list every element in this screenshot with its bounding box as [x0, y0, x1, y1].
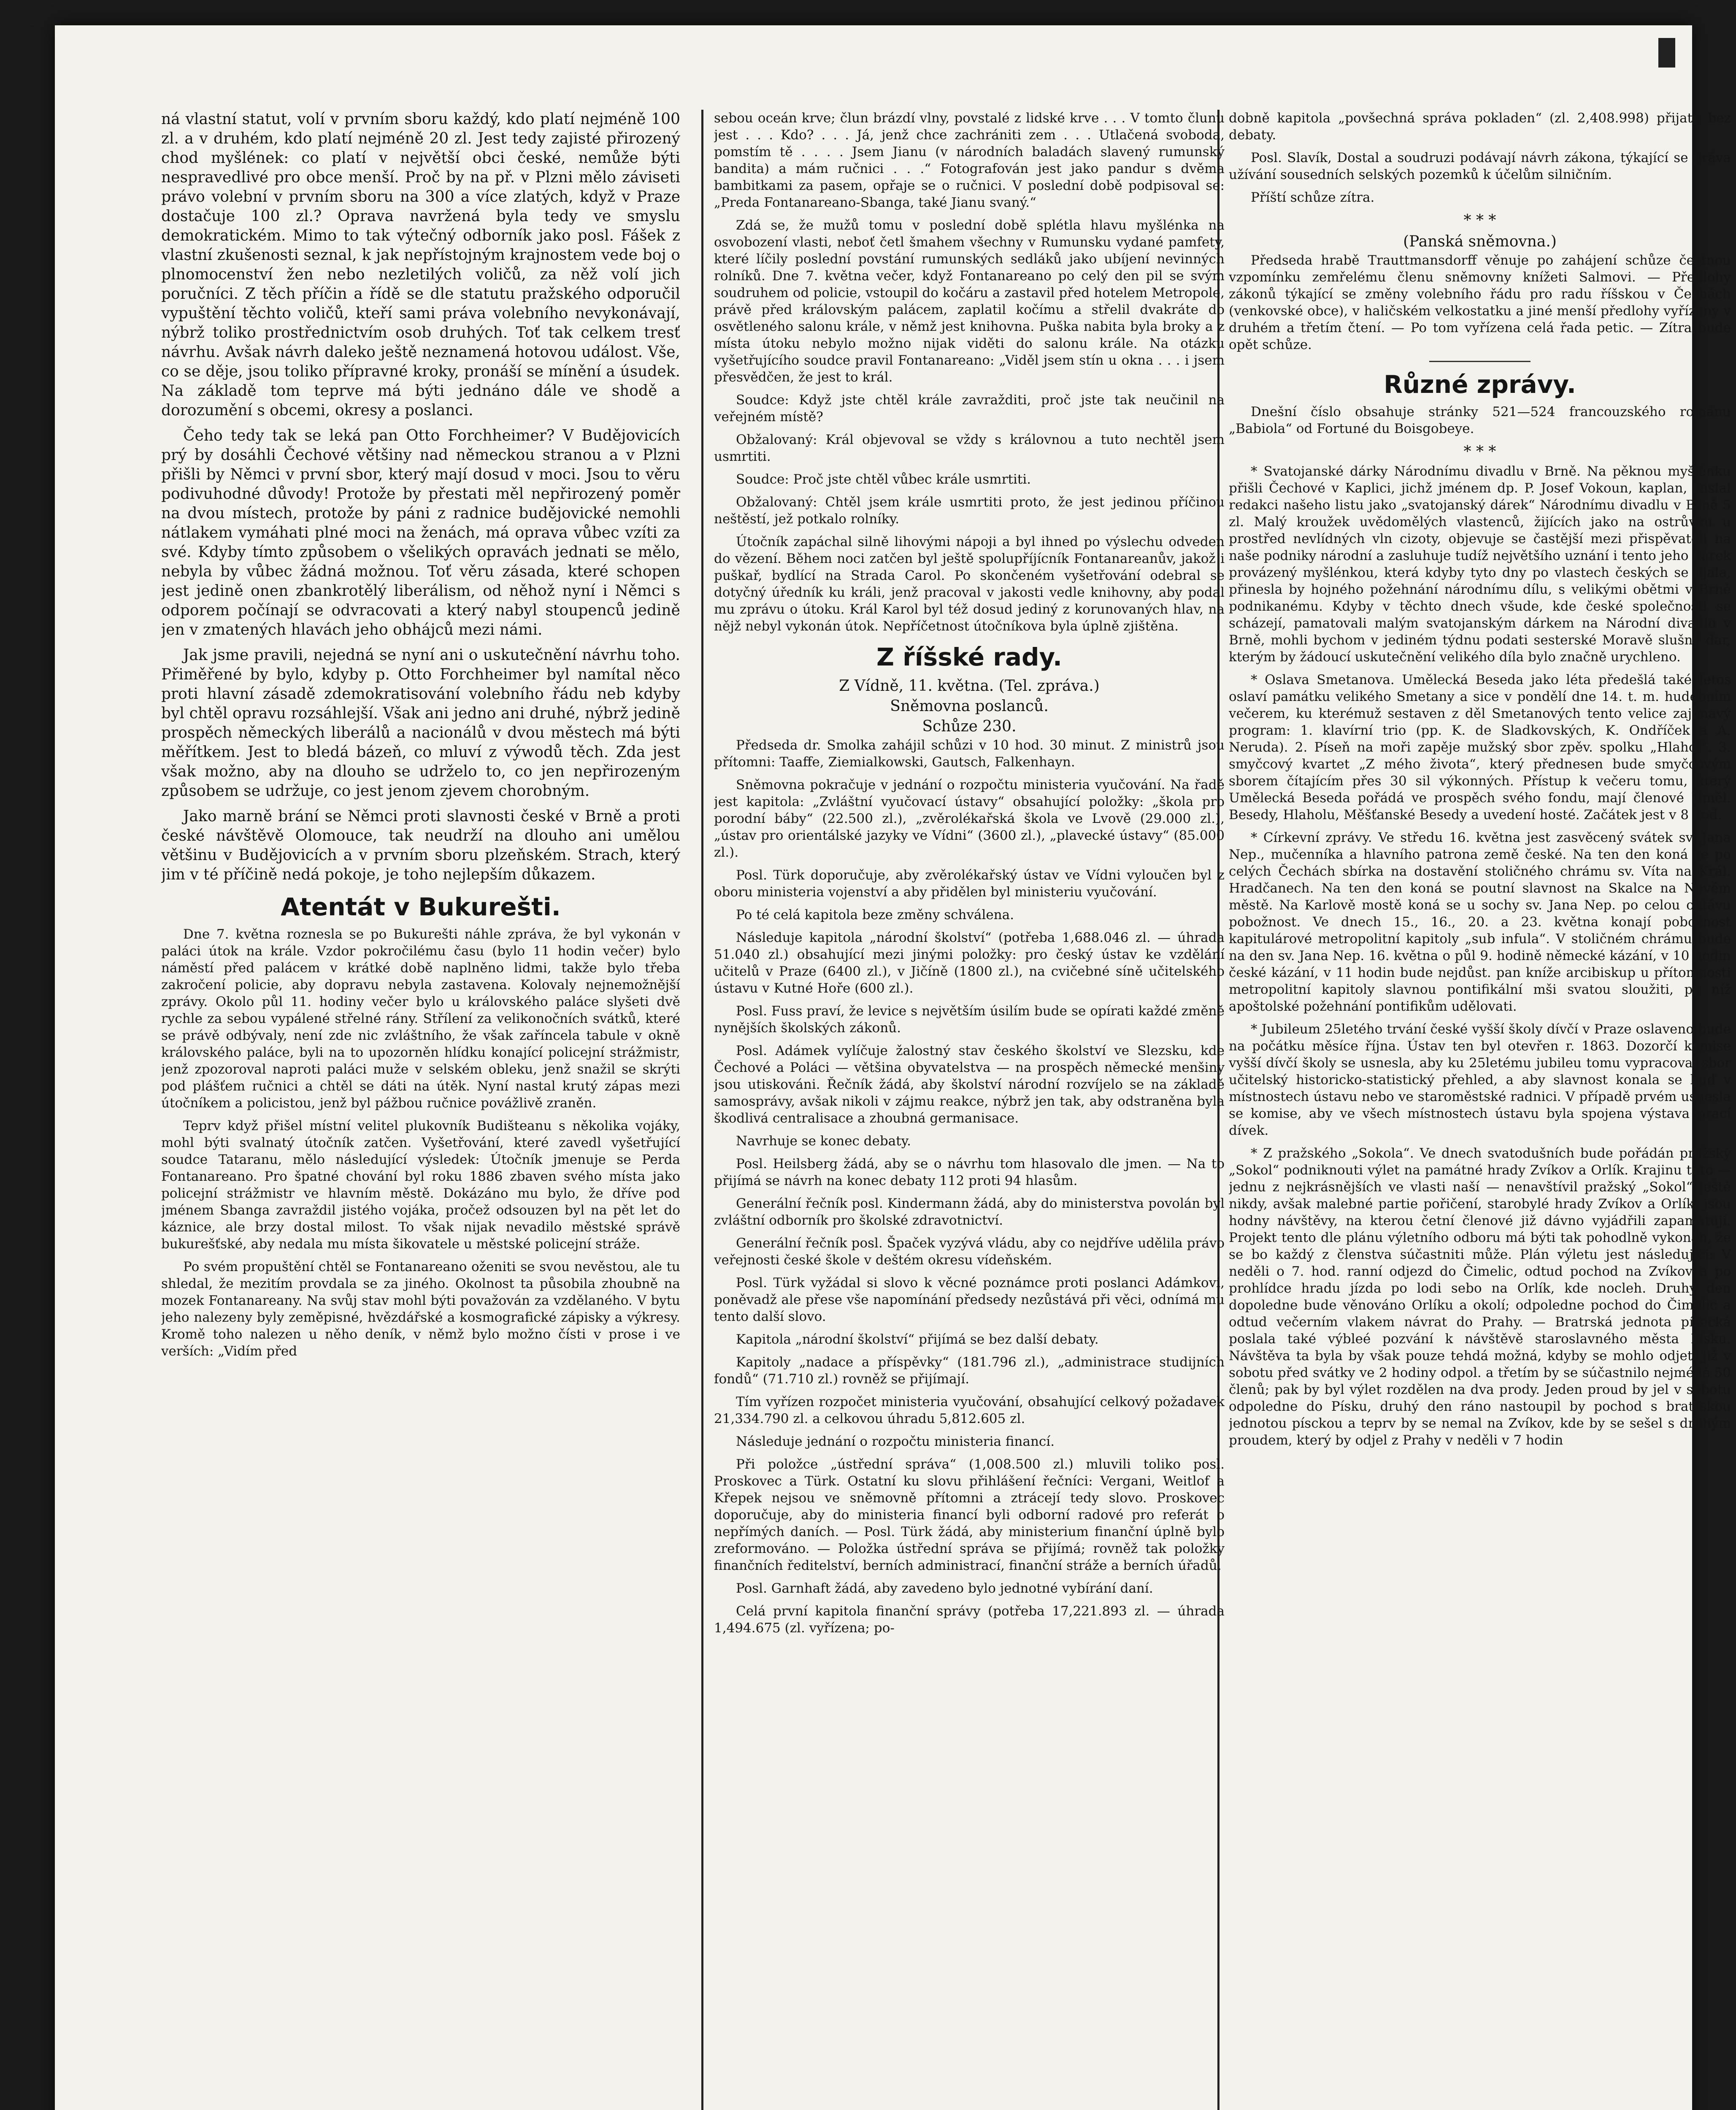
- paragraph: Soudce: Proč jste chtěl vůbec krále usmrtiti.: [736, 472, 1031, 487]
- paragraph: Útočník zapáchal silně lihovými nápoji a byl ihned po výslechu odveden do vězení. Během noci zatčen byl ještě spolupříjícník Fontanareanův, jakož i puškař, bydlící na Strada Carol. Po skončeném vyšetřování odebral se dotyčný úředník ku králi, jenž pracoval v jakosti vedle knihovny, aby podal mu zprávu o útoku. Král Karol byl též dosud jediný z korunovaných hlav, na nějž nebyl vykonán útok. Nepříčetnost útočníkova byla úplně zjištěna.: [714, 534, 1225, 634]
- paragraph: Posl. Garnhaft žádá, aby zavedeno bylo jednotné vybírání daní.: [736, 1581, 1153, 1596]
- newspaper-page: [55, 25, 1731, 2110]
- paragraph: * Církevní zprávy. Ve středu 16. května jest zasvěcený svátek sv. Jana Nep., mučenníka a hlavního patrona země české. Na ten den koná se po celých Čechách sbírka na dostavění stoličného chrámu sv. Víta na Král. Hradčanech. Na ten den koná se poutní slavnost na Skalce na Novém městě. Na Karlově mostě koná se u sochy sv. Jana Nep. po celou oktávu pobožnost. Ve dnech 15., 16., 20. a 23. května konají pobožnost kapitulárové metropolitní kapitoly „sub infula“. V stoličném chrámu bude na den sv. Jana Nep. 16. května o půl 9. hodině německé kázání, v 10 hodin české kázání, v 11 hodin bude nejdůst. pan kníže arcibiskup u přítomnosti metropolitní kapitoly slavnou pontifikální mši svatou sloužiti, po níž apoštolské požehnání pontifikům udělovati.: [1229, 830, 1731, 1014]
- paragraph: Obžalovaný: Chtěl jsem krále usmrtiti proto, že jest jedinou příčinou neštěstí, jež potkalo rolníky.: [714, 495, 1225, 527]
- column-1: [161, 110, 680, 2110]
- column-3: [1229, 110, 1731, 2110]
- paragraph: Zdá se, že mužů tomu v poslední době splétla hlavu myšlénka na osvobození vlasti, neboť četl šmahem všechny v Rumunsku vydané pamfety, které líčily poslední povstání rumunských sedláků jako ubíjení nevinných rolníků. Dne 7. května večer, když Fontanareano po celý den pil se svým soudruhem od policie, vstoupil do kočáru a zastavil před hotelem Metropole, právě před královským palácem, zaplatil kočímu a střelil dvakráte do osvětleného salonu krále, v němž jest knihovna. Puška nabita byla broky a z místa útoku nebylo možno nijak viděti do salonu krále. Na otázku vyšetřujícího soudce pravil Fontanareano: „Viděl jsem stín u okna . . . i jsem přesvědčen, že jest to král.: [714, 218, 1225, 385]
- paragraph: Generální řečník posl. Špaček vyzývá vládu, aby co nejdříve udělila právo veřejnosti české škole v deštém okresu vídeňském.: [714, 1236, 1225, 1268]
- headline-risska-rada: Z říšské rady.: [876, 643, 1063, 671]
- paragraph: Příští schůze zítra.: [1251, 190, 1375, 205]
- column-rule-1: [701, 110, 703, 2110]
- scan-smudge: [1658, 38, 1675, 68]
- paragraph: Posl. Heilsberg žádá, aby se o návrhu tom hlasovalo dle jmen. — Na to přijímá se návrh na konec debaty 112 proti 94 hlasům.: [714, 1156, 1225, 1188]
- paragraph: Soudce: Když jste chtěl krále zavražditi, proč jste tak neučinil na veřejném místě?: [714, 392, 1225, 425]
- paragraph: Sněmovna pokračuje v jednání o rozpočtu ministeria vyučování. Na řadě jest kapitola: „Zvláštní vyučovací ústavy“ obsahující položky: „škola pro porodní báby“ (22.500 zl.), „zvěrolékařská škola ve Lvově (29.000 zl.), „ústav pro orientálské jazyky ve Vídni“ (3600 zl.), „plavecké ústavy“ (85.000 zl.).: [714, 777, 1225, 860]
- paragraph: Generální řečník posl. Kindermann žádá, aby do ministerstva povolán byl zvláštní odborník pro školské zdravotnictví.: [714, 1196, 1225, 1228]
- paragraph: Při položce „ústřední správa“ (1,008.500 zl.) mluvili toliko posl. Proskovec a Türk. Ostatní ku slovu přihlášení řečníci: Vergani, Weitlof a Křepek nejsou ve sněmovně přítomni a ztrácejí tedy slovo. Proskovec doporučuje, aby do ministeria financí byli odborní radové pro referát o nepřímých daních. — Posl. Türk žádá, aby ministerium finanční úplně bylo zreformováno. — Položka ústřední správa se přijímá; rovněž tak položky finančních ředitelství, berních administrací, finanční stráže a berních úřadů.: [714, 1457, 1225, 1573]
- paragraph: Celá první kapitola finanční správy (potřeba 17,221.893 zl. — úhrada 1,494.675 (zl. vyřízena; po-: [714, 1604, 1225, 1636]
- paragraph: * Jubileum 25letého trvání české vyšší školy dívčí v Praze oslaveno bude na počátku měsíce října. Ústav ten byl otevřen r. 1863. Dozorčí komise vyšší dívčí školy se usnesla, aby ku 25letému jubileu tomu vypracoval sbor učitelský historicko-statistický přehled, a aby slavnost konala se buď v místnostech ústavu nebo ve staroměstské radnici. V případě prvém usnesla se komise, aby ve všech místnostech ústavu byla spojena výstava prací dívek.: [1229, 1022, 1731, 1138]
- paragraph: Jako marně brání se Němci proti slavnosti české v Brně a proti české návštěvě Olomouce, tak neudrží na dlouho ani umělou většinu v Budějovicích a v prvním sboru plzeňském. Strach, který jim v té příčině nedá pokoje, je toho nejlepším důkazem.: [161, 808, 680, 883]
- paragraph: dobně kapitola „povšechná správa pokladen“ (zl. 2,408.998) přijata bez debaty.: [1229, 111, 1731, 143]
- paragraph: Po té celá kapitola beze změny schválena.: [736, 907, 1014, 922]
- paragraph: Tím vyřízen rozpočet ministeria vyučování, obsahující celkový požadavek 21,334.790 zl. a celkovou úhradu 5,812.605 zl.: [714, 1394, 1225, 1426]
- paragraph: * Oslava Smetanova. Umělecká Beseda jako léta předešlá také letos oslaví památku velikého Smetany a sice v pondělí dne 14. t. m. hudebním večerem, ku kterémuž sestaven z děl Smetanových tento velice zajímavý program: 1. klavírní trio (pp. K. de Sladkovských, K. Ondříček a A. Neruda). 2. Píseň na moři zapěje mužský sbor zpěv. spolku „Hlahol“. 3. smyčcový kvartet „Z mého života“, který přednesen bude smyčcovým sborem čítajícím přes 30 sil výkonných. Přístup k večeru tomu, který Umělecká Beseda pořádá ve prospěch svého fondu, mají členové Uměl. Besedy, Hlaholu, Měšťanské Besedy a uvedení hosté. Začátek jest v 8 hod.: [1229, 672, 1731, 822]
- paragraph: Předseda hrabě Trauttmansdorff věnuje po zahájení schůze čestnou vzpomínku zemřelému členu sněmovny knížeti Salmovi. — Předlohy zákonů týkající se změny volebního řádu pro radu říšskou v Čechách (venkovské obce), v haličském velkostatku a jiné menší předlohy vyřízeny v druhém a třetím čtení. — Po tom vyřízena celá řada petic. — Zítra bude opět schůze.: [1229, 253, 1731, 352]
- paragraph: Předseda dr. Smolka zahájil schůzi v 10 hod. 30 minut. Z ministrů jsou přítomni: Taaffe, Ziemialkowski, Gautsch, Falkenhayn.: [714, 738, 1225, 770]
- paragraph: Posl. Slavík, Dostal a soudruzi podávají návrh zákona, týkající se práva užívání sousedních selských pozemků k účelům silničním.: [1229, 150, 1731, 182]
- paragraph: Posl. Adámek vylíčuje žalostný stav českého školství ve Slezsku, kde Čechové a Poláci — většina obyvatelstva — na prospěch německé menšiny jsou utiskováni. Řečník žádá, aby školství národní rozvíjelo se na základě samosprávy, avšak nikoli v zájmu reakce, nýbrž jen tak, aby odstraněna byla škodlivá centralisace a zhoubná germanisace.: [714, 1043, 1225, 1126]
- paragraph: Posl. Türk vyžádal si slovo k věcné poznámce proti poslanci Adámkovi, poněvadž ale přese vše napomínání předsedy nezůstává při věci, odnímá mu tento další slovo.: [714, 1275, 1225, 1324]
- column-2: [714, 110, 1225, 2110]
- paragraph: Dne 7. května roznesla se po Bukurešti náhle zpráva, že byl vykonán v paláci útok na krále. Vzdor pokročilému času (bylo 11 hodin večer) bylo náměstí před palácem v krátké době naplněno lidmi, takže bylo třeba zakročení policie, aby dopravu nebyla zastavena. Kolovaly nejnemožnější zprávy. Okolo půl 11. hodiny večer bylo u královského paláce slyšeti dvě rychle za sebou vypálené střelné rány. Střílení za velikonočních svátků, které se právě odbývaly, není zde nic zvláštního, že však zaříncela tabule v okně královského paláce, byli na to upozorněn hlídku konající policejní strážmistr, jenž zpozoroval naproti paláci muže v selském obleku, jenž snažil se skrýti pod plášťem ručnici a chtěl se dáti na útěk. Nyní nastal krutý zápas mezi útočníkem a policistou, jenž byl pážbou ručnice povážlivě zraněn.: [161, 927, 680, 1111]
- paragraph: ná vlastní statut, volí v prvním sboru každý, kdo platí nejméně 100 zl. a v druhém, kdo platí nejméně 20 zl. Jest tedy zajisté přirozený chod myšlének: co platí v největší obci české, nemůže býti nespravedlivé pro obce menší. Proč by na př. v Plzni mělo záviseti právo volební v prvním sboru na 300 a více zlatých, když v Praze dostačuje 100 zl.? Oprava navržená byla tedy ve smyslu demokratickém. Mimo to tak výtečný odborník jako posl. Fášek z vlastní zkušenosti seznal, k jak nepřístojným krajnostem vede boj o plnomocenství žen nebo nezletilých voličů, za něž volí jich poručníci. Z těch příčin a řídě se dle statutu pražského odporučil vypuštění těchto voličů, kteří sami práva volebního nevykonávají, nýbrž toliko prostřednictvím osob druhých. Toť tak celkem tresť návrhu. Avšak návrh daleko ještě neznamená hotovou událost. Vše, co se děje, jsou toliko přípravné kroky, pronáší se mínění a úsudek. Na základě tom teprve má býti jednáno dále ve shodě a dorozumění s obcemi, okresy a poslanci.: [161, 111, 680, 419]
- dateline: Z Vídně, 11. května. (Tel. zpráva.): [839, 677, 1100, 695]
- paragraph: * Z pražského „Sokola“. Ve dnech svatodušních bude pořádán pražský „Sokol“ podniknouti výlet na památné hrady Zvíkov a Orlík. Krajinu tuto — jednu z nejkrásnějších ve vlasti naší — nenavštívil pražský „Sokol“ ještě nikdy, avšak malebné partie pořičení, starobylé hrady Zvíkov a Orlík, jsou hodny návštěvy, na kterou četní členové již dávno vyjádřili zapamatují. Projekt tento dle plánu výletního odboru má býti tak pohodlně vykonán, že se bo každý z členstva súčastniti může. Plán výletu jest následující: V neděli o 7. hod. ranní odjezd do Čimelic, odtud pochod na Zvíkov a po prohlídce hradu jízda po lodi sebo na Orlík, kde nocleh. Druhý den dopoledne bude věnováno Orlíku a okolí; odpoledne pochod do Čimelic a odtud večerním vlakem návrat do Prahy. — Bratrská jednota písecká poslala také výbleé pozvání k návštěvě staroslavného města Písku. Návštěva ta byla by však pouze tehdá možná, kdyby se mohlo odjeti již v sobotu před svátky ve 2 hodiny odpol. a třetím by se súčastnilo nejméně 50 členů; pak by byl výlet rozdělen na dva prody. Jeden proud by jel v sobotu odpoledne do Písku, druhý den ráno nastoupil by pochod s bratrskou jednotou písckou a teprv by se nemal na Zvíkov, kde by se sešel s druhým proudem, který by odjel z Prahy v neděli v 7 hodin: [1229, 1146, 1731, 1448]
- paragraph: sebou oceán krve; člun brázdí vlny, povstalé z lidské krve . . . V tomto člunu jest . . . Kdo? . . . Já, jenž chce zachrániti zem . . . Utlačená svoboda, pomstím tě . . . . Jsem Jianu (v národních baladách slavený rumunský bandita) a mám ručnici . . .“ Fotografován jest jako pandur s dvěma bambitkami za pasem, opřaje se o ručnici. V poslední době podpisoval se: „Preda Fontanareano-Sbanga, také Jianu svaný.“: [714, 111, 1225, 210]
- paragraph: * Svatojanské dárky Národnímu divadlu v Brně. Na pěknou myšlénku přišli Čechové v Kaplici, jichž jménem dp. P. Josef Vokoun, kaplan, zaslal redakci našeho listu jako „svatojanský dárek“ Národnímu divadlu v Brně 5 zl. Malý kroužek uvědomělých vlastenců, žijících jako na ostrůvku u prostřed nevlídných vln cizoty, objevuje se častější mezi přispěvateli na naše podniky národní a zasluhuje tudíž největšího uznání i tento jeho dárek provázený myšlénkou, která kdyby tyto dny po vlastech českých se ujala, přinesla by hojného požehnání národnímu dílu, s velikými obětmi v Brně podnikanému. Kdyby v těchto dnech všude, kde české společnosti se scházejí, pamatovali malým svatojanským dárkem na Národní divadlo v Brně, mohli bychom v jediném týdnu podati sesterské Moravě slušný dar, kterým by žádoucí uskutečnění velikého díla bylo značně urychleno.: [1229, 464, 1731, 665]
- paragraph: Dnešní číslo obsahuje stránky 521—524 francouzského románu „Babiola“ od Fortuné du Boisgobeye.: [1229, 404, 1731, 436]
- paragraph: Kapitola „národní školství“ přijímá se bez další debaty.: [736, 1332, 1099, 1347]
- paragraph: Následuje jednání o rozpočtu ministeria financí.: [736, 1434, 1055, 1449]
- paragraph: Posl. Fuss praví, že levice s největším úsilím bude se opírati každé změně nynějších školských zákonů.: [714, 1004, 1225, 1036]
- headline-ruzne-zpravy: Různé zprávy.: [1384, 370, 1576, 399]
- paragraph: Kapitoly „nadace a příspěvky“ (181.796 zl.), „administrace studijních fondů“ (71.710 zl.) rovněž se přijímají.: [714, 1355, 1225, 1387]
- paragraph: Jak jsme pravili, nejedná se nyní ani o uskutečnění návrhu toho. Přiměřené by bylo, kdyby p. Otto Forchheimer byl namítal něco proti hlavní zásadě zdemokratisování volebního řádu neb kdyby byl chtěl opravu rozsáhlejší. Však ani jedno ani druhé, nýbrž jedině prospěch německých liberálů a nacionálů v dvou městech má býti měřítkem. Jest to bledá bázeň, co mluví z výwodů těch. Zda jest však možno, aby na dlouho se udrželo to, co jen nepřirozeným způsobem se udržuje, co jest jenom zjevem chorobným.: [161, 647, 680, 800]
- paragraph: Teprv když přišel místní velitel plukovník Budišteanu s několika vojáky, mohl býti svalnatý útočník zatčen. Vyšetřování, které zavedl vyšetřující soudce Tataranu, mělo následující výsledek: Útočník jmenuje se Perda Fontanareano. Pro špatné chování byl roku 1886 zbaven svého místa jako policejní strážmistr ve hlavním městě. Dokázáno mu bylo, že dříve pod jménem Sbanga zavraždil jistého vojáka, pročež odsouzen byl na pět let do káznice, ale brzy dostal milost. To však nijak nevadilo městské správě bukurešťské, aby nedala mu místa šikovatele u městské policejní stráže.: [161, 1118, 680, 1252]
- section-separator: * * *: [1463, 443, 1496, 460]
- subheading-snemovna: Sněmovna poslanců.: [890, 698, 1049, 715]
- session-number: Schůze 230.: [922, 718, 1017, 735]
- divider: [1429, 361, 1530, 362]
- section-separator: * * *: [1463, 212, 1496, 229]
- paragraph: Čeho tedy tak se leká pan Otto Forchheimer? V Budějovicích prý by dosáhli Čechové většiny nad německou stranou a v Plzni přišli by Němci v první sbor, který mají dosud v moci. Jsou to věru podivuhodné důvody! Protože by přestati měl nepřirozený poměr na dvou místech, protože by páni z radnice budějovické nemohli nátlakem vymáhati plné moci na ženách, má oprava vůbec vzíti za své. Kdyby tímto způsobem o všelikých opravách jednati se mělo, nebyla by vůbec žádná možnou. Toť věru zásada, které schopen jest jedině onen zbankrotělý liberálism, od něhož nyní i Němci s odporem počínají se odvracovati a který nabyl stoupenců jedině jen v zmatených hlavách jeho obhájců mezi námi.: [161, 427, 680, 638]
- paragraph: Navrhuje se konec debaty.: [736, 1133, 911, 1149]
- subheading-panska: (Panská sněmovna.): [1403, 233, 1557, 250]
- paragraph: Posl. Türk doporučuje, aby zvěrolékařský ústav ve Vídni vyloučen byl z oboru ministeria vojenství a aby přidělen byl ministeriu vyučování.: [714, 868, 1225, 900]
- paragraph: Obžalovaný: Král objevoval se vždy s královnou a tuto nechtěl jsem usmrtiti.: [714, 432, 1225, 464]
- paragraph: Po svém propuštění chtěl se Fontanareano oženiti se svou nevěstou, ale tu shledal, že mezitím provdala se za jiného. Okolnost ta působila zhoubně na mozek Fontanareany. Na svůj stav mohl býti považován za vzdělaného. V bytu jeho nalezeny byly zeměpisné, hvězdářské a kosmografické zápisky a výkresy. Kromě toho nalezen u něho deník, v němž bylo možno čísti v prose i ve verších: „Vidím před: [161, 1259, 680, 1359]
- headline-atentat: Atentát v Bukurešti.: [281, 893, 561, 921]
- paragraph: Následuje kapitola „národní školství“ (potřeba 1,688.046 zl. — úhrada 51.040 zl.) obsahující mezi jinými položky: pro český ústav ke vzdělání učitelů v Praze (6400 zl.), v Jičíně (1800 zl.), na cvičebné síně učitelského ústavu v Kutné Hoře (600 zl.).: [714, 930, 1225, 996]
